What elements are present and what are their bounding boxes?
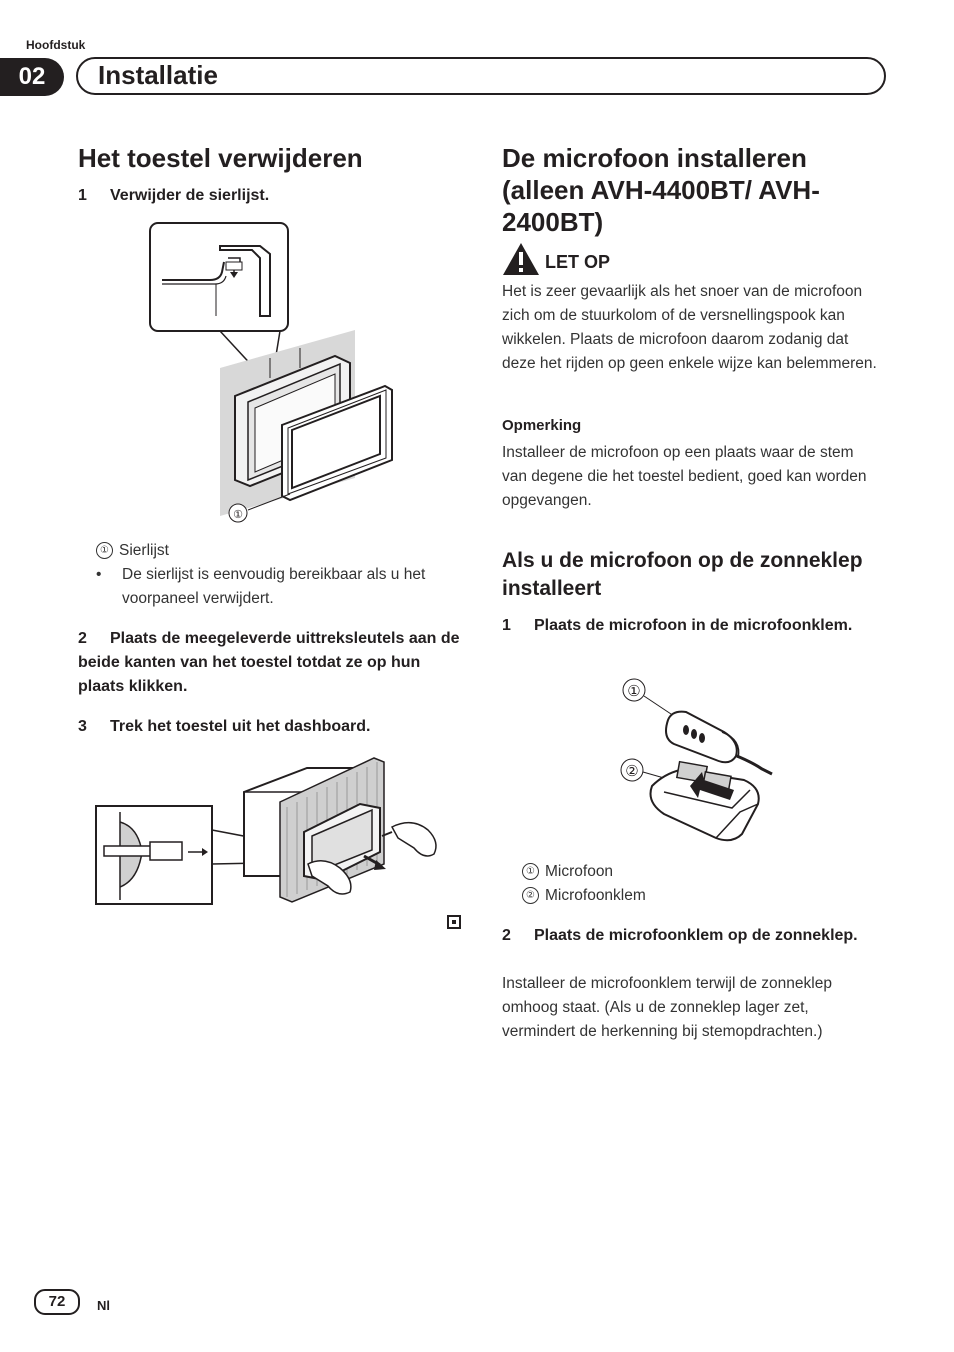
section-title-remove: Het toestel verwijderen: [78, 143, 363, 173]
step-2-microphone: [502, 924, 882, 948]
note-text: Installeer de microfoon op een plaats waar de stem van degene die het toestel bedient, goed kan worden opgevangen.: [502, 444, 867, 509]
step-text: Verwijder de sierlijst.: [110, 187, 270, 204]
bullet-text: De sierlijst is eenvoudig bereikbaar als u het voorpaneel verwijdert.: [122, 566, 426, 607]
figure-caption-trim-ring: [96, 539, 169, 563]
trim-ring-illustration: [140, 218, 420, 528]
caption-label: Microfoon: [545, 863, 614, 880]
step-2-body: Installeer de microfoonklem terwijl de zonneklep omhoog staat. (Als u de zonneklep lager zet, vermindert de herkenning bij stemopdrachten.): [502, 975, 832, 1040]
caption-label: Sierlijst: [119, 542, 169, 559]
caption-marker: ②: [522, 887, 539, 904]
caption-label: Microfoonklem: [545, 887, 646, 904]
step-text: Plaats de microfoonklem op de zonneklep.: [534, 927, 858, 944]
section-title-microphone: De microfoon installeren (alleen AVH-4400BT/ AVH-2400BT): [502, 143, 820, 237]
caption-marker: ①: [522, 863, 539, 880]
callout-1: ①: [233, 509, 243, 521]
bullet-dot: •: [96, 566, 102, 583]
figure-caption-microphone: [522, 860, 613, 884]
caption-marker: ①: [96, 542, 113, 559]
language-code: Nl: [97, 1298, 110, 1313]
chapter-number: 02: [0, 58, 64, 96]
section-end-mark: [447, 915, 461, 929]
callout-2: ②: [625, 763, 639, 780]
step-1-microphone: [502, 614, 882, 638]
page-number: 72: [34, 1289, 80, 1315]
step-number: 1: [78, 187, 87, 204]
step-3-remove: [78, 715, 464, 739]
step-text: Plaats de microfoon in de microfoonklem.: [534, 617, 853, 634]
microphone-clip-illustration: [612, 674, 776, 846]
step-1-remove: [78, 184, 468, 208]
step-number: 3: [78, 718, 87, 735]
subsection-title-sunvisor: Als u de microfoon op de zonneklep installeert: [502, 549, 863, 600]
caution-label: LET OP: [545, 252, 611, 272]
figure-caption-microphone-clip: [522, 884, 646, 908]
chapter-title: Installatie: [98, 60, 218, 90]
note-label: Opmerking: [502, 417, 582, 434]
unit-extraction-illustration: [92, 752, 456, 907]
chapter-label: Hoofdstuk: [26, 38, 86, 52]
callout-1: ①: [627, 683, 641, 700]
caution-text: Het is zeer gevaarlijk als het snoer van de microfoon zich om de stuurkolom of de versnellingspook kan wikkelen. Plaats de microfoon daarom zodanig dat deze het rijden op geen enkele wijze kan belemmeren.: [502, 283, 877, 372]
warning-icon: [502, 242, 540, 276]
step-number: 2: [502, 927, 511, 944]
step-2-remove: [78, 627, 464, 699]
step-text: Plaats de meegeleverde uittreksleutels aan de beide kanten van het toestel totdat ze op hun plaats klikken.: [78, 630, 460, 695]
step-text: Trek het toestel uit het dashboard.: [110, 718, 371, 735]
note-bullet: [96, 563, 456, 611]
step-number: 1: [502, 617, 511, 634]
step-number: 2: [78, 630, 87, 647]
